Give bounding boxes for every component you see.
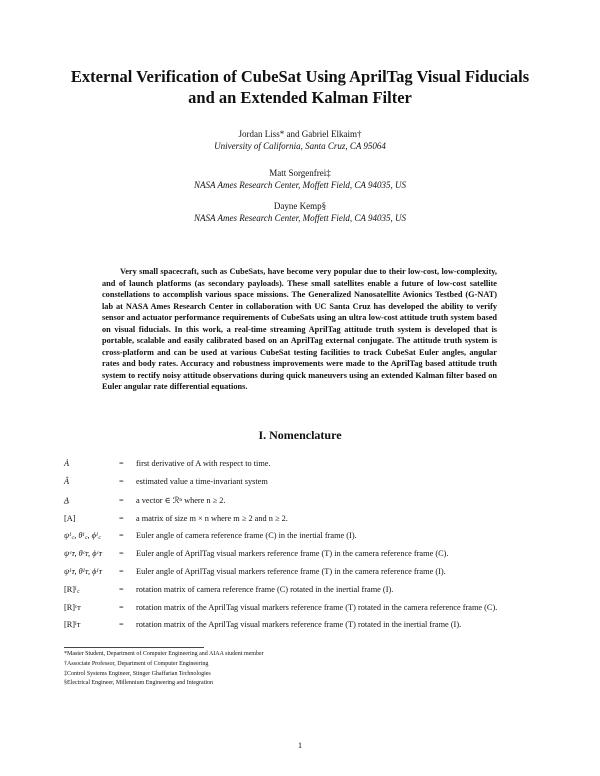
nomenclature-equals: = [119, 531, 124, 540]
footnote: ‡Control Systems Engineer, Stinger Ghaffarian Technologies [64, 670, 211, 677]
nomenclature-symbol: [R]ᴵ꜀ [64, 585, 80, 594]
author-name: Jordan Liss* and Gabriel Elkaim† [238, 129, 362, 139]
nomenclature-row [64, 601, 564, 615]
nomenclature-equals: = [119, 496, 124, 505]
nomenclature-equals: = [119, 459, 124, 468]
section-heading-nomenclature: I. Nomenclature [258, 428, 342, 442]
nomenclature-definition: estimated value a time-invariant system [136, 477, 268, 486]
nomenclature-symbol: ψᴵ꜀, θᴵ꜀, ϕᴵ꜀ [64, 531, 101, 540]
paper-title: External Verification of CubeSat Using AprilTag Visual Fiducials and an Extended Kalman Filter [70, 67, 530, 107]
footnote: *Master Student, Department of Computer Engineering and AIAA student member [64, 651, 264, 657]
page-number: 1 [297, 740, 303, 750]
nomenclature-row [64, 494, 564, 508]
author-name: Dayne Kemp§ [273, 201, 327, 211]
nomenclature-symbol: Ȧ [64, 459, 70, 468]
nomenclature-definition: Euler angle of camera reference frame (C) in the inertial frame (I). [136, 531, 357, 540]
nomenclature-equals: = [119, 620, 124, 629]
footnotes [64, 650, 544, 689]
nomenclature-row [64, 618, 564, 632]
footnote: §Electrical Engineer, Millennium Engineering and Integration [64, 680, 214, 687]
nomenclature-equals: = [119, 603, 124, 612]
nomenclature-definition: rotation matrix of the AprilTag visual markers reference frame (T) rotated in the inertial frame (I). [136, 620, 462, 629]
author-affiliation: NASA Ames Research Center, Moffett Field, CA 94035, US [194, 180, 406, 190]
nomenclature-equals: = [119, 585, 124, 594]
footnote: †Associate Professor, Department of Computer Engineering [64, 660, 209, 667]
nomenclature-row [64, 529, 564, 543]
author-block-1 [100, 128, 500, 152]
nomenclature-equals: = [119, 549, 124, 558]
author-affiliation: University of California, Santa Cruz, CA 95064 [214, 141, 386, 151]
nomenclature-symbol: [R]ᴵᴛ [64, 620, 81, 629]
nomenclature-definition: Euler angle of AprilTag visual markers reference frame (T) in the camera reference frame (I). [136, 567, 446, 576]
nomenclature-row [64, 457, 564, 471]
nomenclature-symbol: A̲ [64, 496, 70, 505]
nomenclature-definition: rotation matrix of camera reference frame (C) rotated in the inertial frame (I). [136, 585, 394, 594]
nomenclature-equals: = [119, 477, 124, 486]
author-affiliation: NASA Ames Research Center, Moffett Field, CA 94035, US [194, 213, 406, 223]
nomenclature-definition: first derivative of A with respect to time. [136, 459, 271, 468]
nomenclature-definition: rotation matrix of the AprilTag visual markers reference frame (T) rotated in the camera reference frame (C). [136, 603, 498, 612]
nomenclature-equals: = [119, 567, 124, 576]
nomenclature-definition: Euler angle of AprilTag visual markers reference frame (T) in the camera reference frame (C). [136, 549, 449, 558]
nomenclature-row [64, 583, 564, 597]
nomenclature-equals: = [119, 514, 124, 523]
nomenclature-row [64, 565, 564, 579]
nomenclature-symbol: ψᶜᴛ, θᶜᴛ, ϕᶜᴛ [64, 549, 102, 558]
nomenclature-symbol: [R]ᶜᴛ [64, 603, 81, 612]
nomenclature-symbol: ψᴵᴛ, θᴵᴛ, ϕᴵᴛ [64, 567, 102, 576]
author-name: Matt Sorgenfrei‡ [269, 168, 331, 178]
nomenclature-definition: a matrix of size m × n where m ≥ 2 and n ≥ 2. [136, 514, 288, 523]
nomenclature-symbol: [A] [64, 514, 76, 523]
nomenclature-symbol: Â [64, 477, 70, 486]
nomenclature-row [64, 475, 564, 489]
author-block-2 [100, 167, 500, 191]
author-block-3 [100, 200, 500, 224]
abstract: Very small spacecraft, such as CubeSats, have become very popular due to their low-cost, low-complexity, and of launch platforms (as secondary payloads). These small satellites enable a future of low-cost satellite constellations to accomplish various space missions. The Generalized Nanosatellite Avionics Testbed (G-NAT) lab at NASA Ames Research Center in collaboration with UC Santa Cruz has developed the ability to verify sensor and actuator performance requirements of CubeSats using an ultra low-cost attitude truth system based on visual fiducials. In this work, a real-time streaming AprilTag attitude truth system is developed that is portable, scalable and easily calibrated based on an AprilTag external conjugate. The attitude truth system is cross-platform and can be used at various CubeSat testing facilities to track CubeSat Euler angles, angular rates and body rates. Accuracy and robustness improvements were made to the AprilTag based attitude truth system to rectify noisy attitude observations during quick maneuvers using an extended Kalman filter based on Euler angular rate differential equations. [102, 267, 497, 391]
nomenclature-row [64, 512, 564, 526]
nomenclature-row [64, 547, 564, 561]
footnote-rule [64, 647, 204, 648]
nomenclature-definition: a vector ∈ ℛⁿ where n ≥ 2. [136, 496, 226, 505]
